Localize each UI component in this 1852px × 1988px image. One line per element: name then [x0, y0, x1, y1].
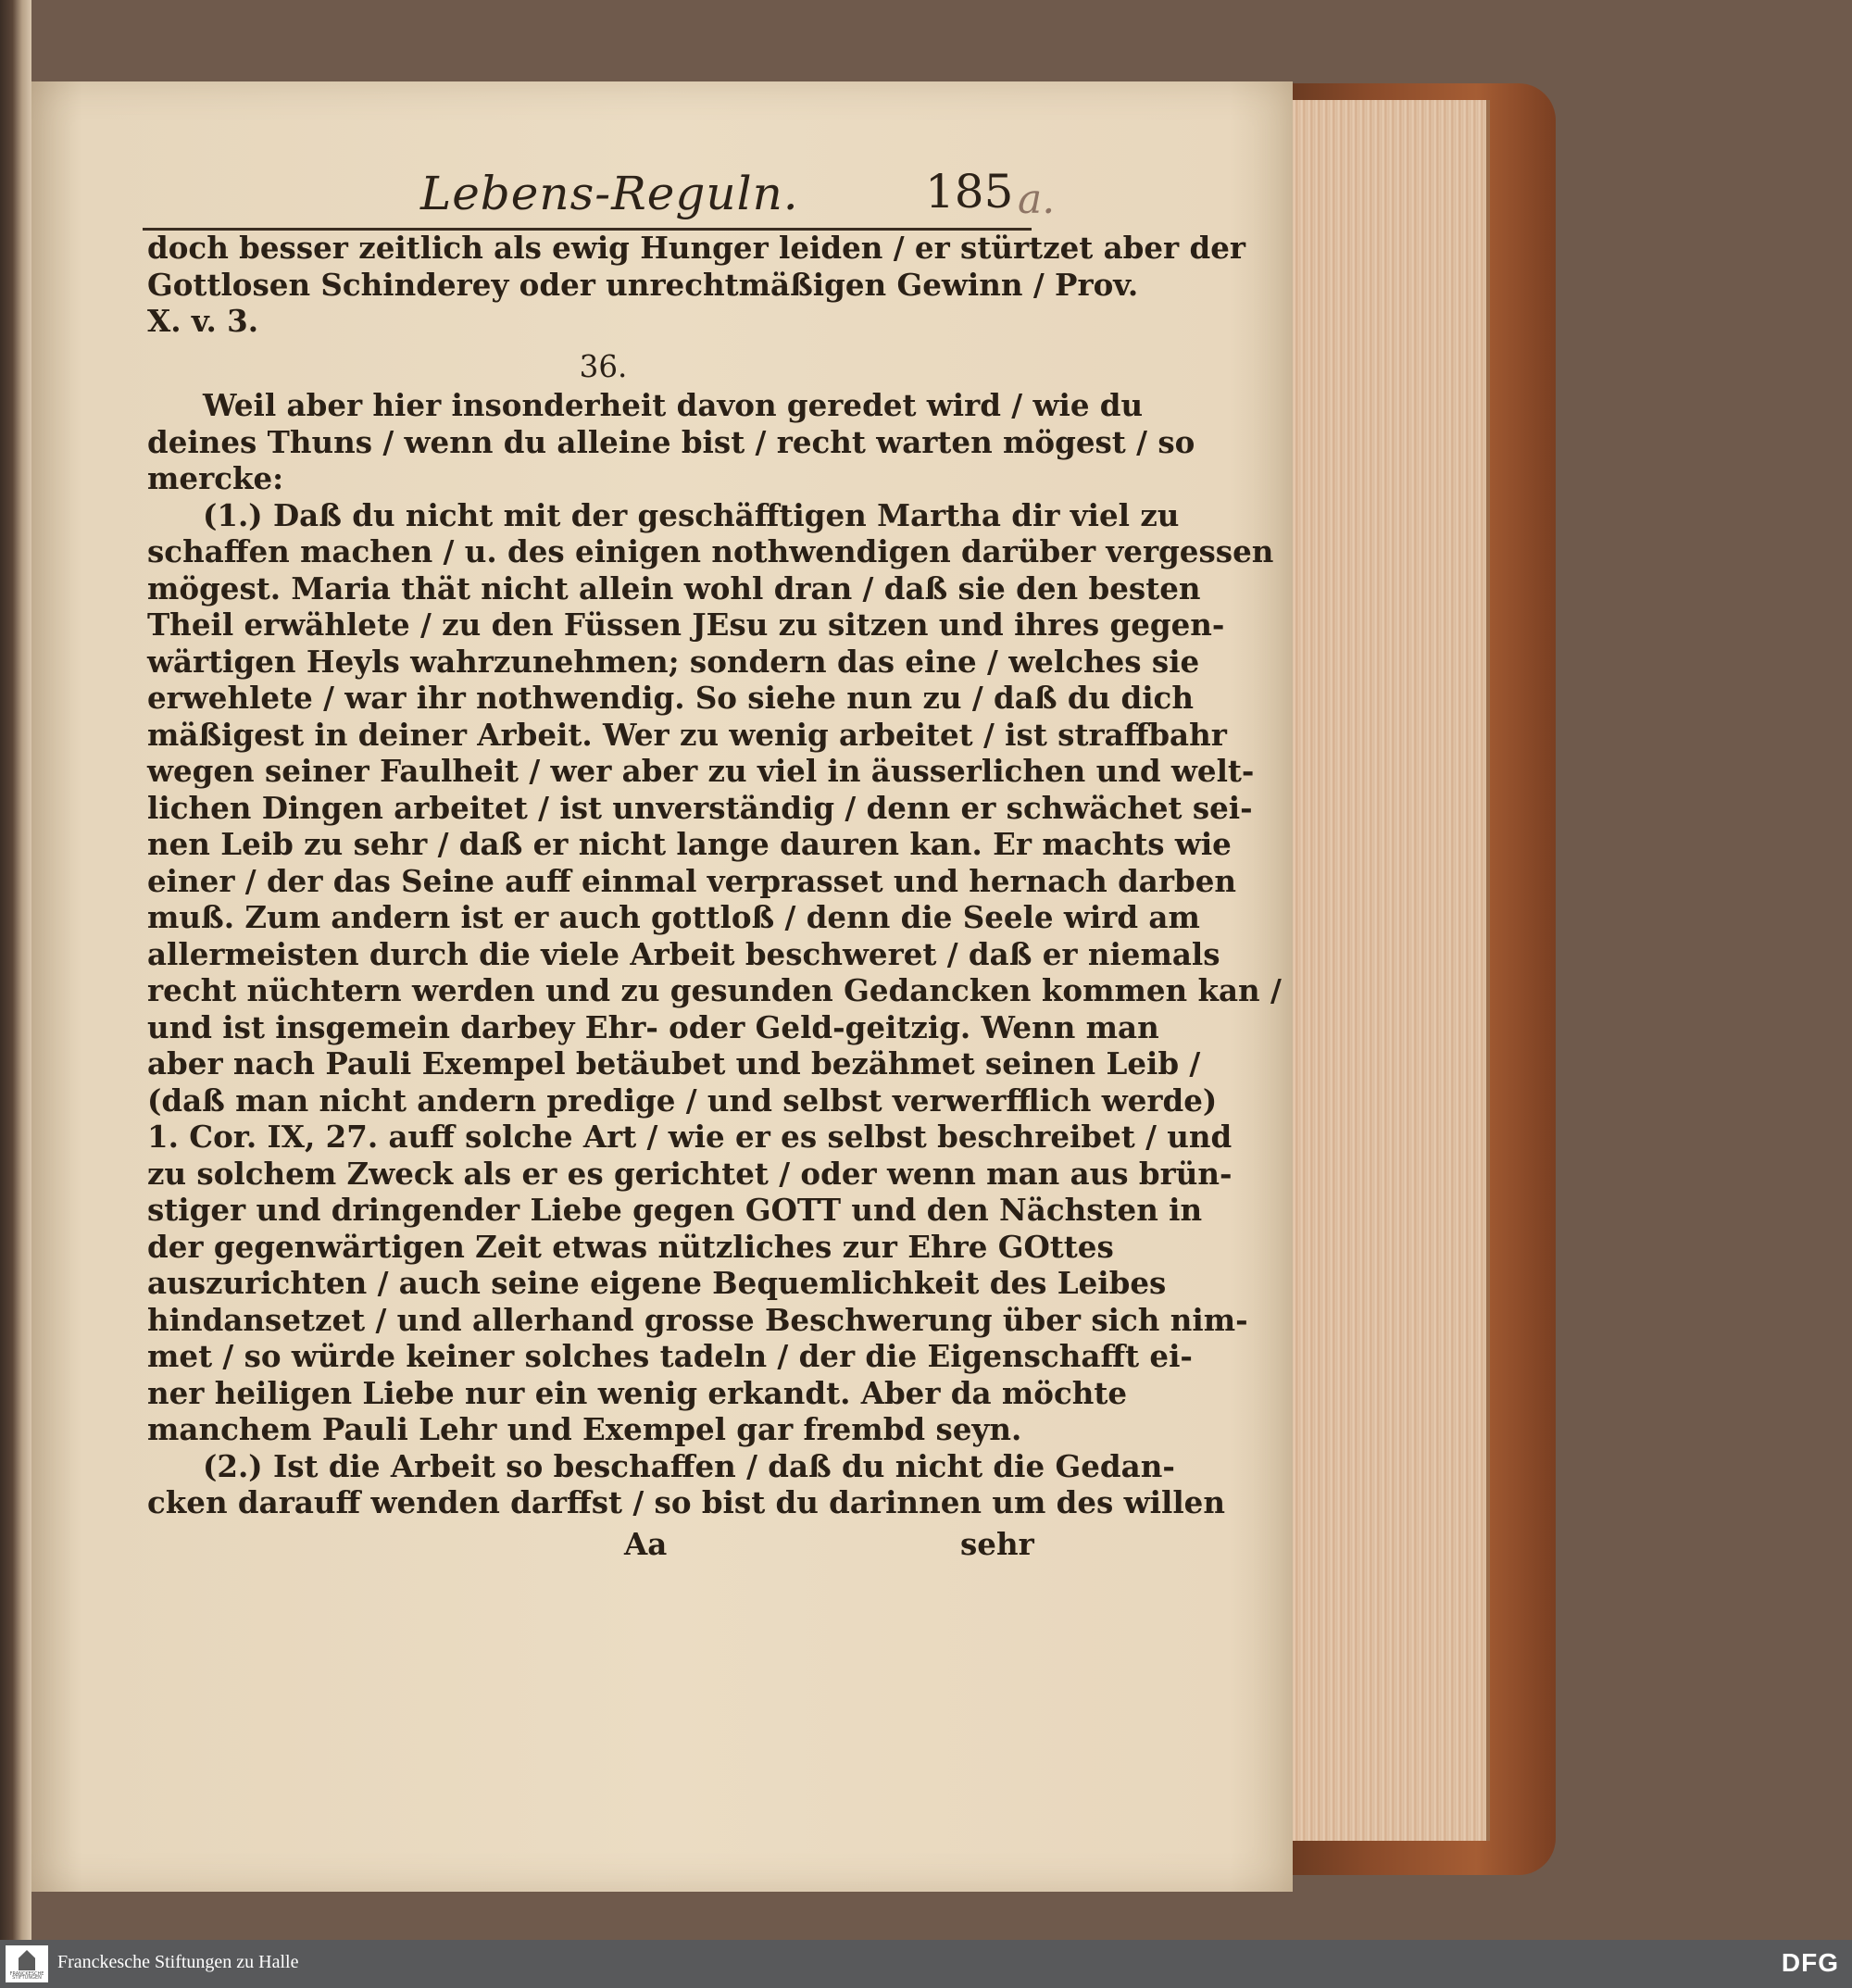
page-number-annotation: a.: [1018, 176, 1056, 223]
text-line: mögest. Maria thät nicht allein wohl dran / daß sie den besten: [147, 569, 1201, 606]
page-fore-edge: [1292, 100, 1490, 1841]
building-icon: [19, 1950, 35, 1970]
catchword: sehr: [960, 1526, 1034, 1562]
text-line: hindansetzet / und allerhand grosse Beschwerung über sich nim-: [147, 1301, 1248, 1338]
book-page: [31, 81, 1293, 1892]
body-text: [147, 230, 1282, 1521]
text-line: aber nach Pauli Exempel betäubet und bezähmet seinen Leib /: [147, 1045, 1201, 1082]
text-line: wärtigen Heyls wahrzunehmen; sondern das eine / welches sie: [147, 643, 1200, 680]
text-line: Theil erwählete / zu den Füssen JEsu zu sitzen und ihres gegen-: [147, 606, 1225, 643]
text-line: (daß man nicht andern predige / und selbst verwerfflich werde): [147, 1082, 1218, 1119]
catchword-line: [147, 1526, 1059, 1563]
adjacent-page-edge: [0, 0, 31, 1940]
text-line: muß. Zum andern ist er auch gottloß / denn die Seele wird am: [147, 899, 1200, 935]
text-line: mäßigest in deiner Arbeit. Wer zu wenig arbeitet / ist straffbahr: [147, 716, 1227, 753]
text-line: 1. Cor. IX, 27. auff solche Art / wie er es selbst beschreibet / und: [147, 1119, 1233, 1155]
page-number: 185: [925, 165, 1014, 219]
running-head: Lebens-Reguln.: [420, 167, 799, 220]
text-line: der gegenwärtigen Zeit etwas nützliches zur Ehre GOttes: [147, 1228, 1114, 1265]
text-line: X. v. 3.: [147, 303, 259, 339]
text-line: erwehlete / war ihr nothwendig. So siehe nun zu / daß du dich: [147, 680, 1194, 716]
text-line: wegen seiner Faulheit / wer aber zu viel in äusserlichen und welt-: [147, 753, 1255, 789]
logo-text: FRANCKESCHE STIFTUNGEN: [9, 1971, 44, 1981]
text-line: mercke:: [147, 460, 284, 496]
text-line: stiger und dringender Liebe gegen GOTT und den Nächsten in: [147, 1192, 1203, 1228]
text-line: cken darauff wenden darffst / so bist du darinnen um des willen: [147, 1484, 1225, 1520]
text-line: met / so würde keiner solches tadeln / der die Eigenschafft ei-: [147, 1338, 1193, 1374]
text-line: recht nüchtern werden und zu gesunden Gedancken kommen kan /: [147, 972, 1282, 1008]
text-line: allermeisten durch die viele Arbeit beschweret / daß er niemals: [147, 935, 1220, 972]
text-line: und ist insgemein darbey Ehr- oder Geld-geitzig. Wenn man: [147, 1008, 1159, 1045]
footer-bar: [0, 1940, 1852, 1988]
text-line: nen Leib zu sehr / daß er nicht lange dauren kan. Er machts wie: [147, 826, 1232, 862]
text-line: (2.) Ist die Arbeit so beschaffen / daß du nicht die Gedan-: [203, 1447, 1175, 1484]
text-line: zu solchem Zweck als er es gerichtet / oder wenn man aus brün-: [147, 1155, 1233, 1192]
section-number: 36.: [579, 348, 628, 384]
text-line: lichen Dingen arbeitet / ist unverständig / denn er schwächet sei-: [147, 789, 1253, 826]
dfg-logo[interactable]: DFG: [1781, 1948, 1839, 1977]
text-line: Gottlosen Schinderey oder unrechtmäßigen Gewinn / Prov.: [147, 266, 1139, 303]
signature-mark: Aa: [624, 1526, 668, 1562]
institution-name[interactable]: Franckesche Stiftungen zu Halle: [57, 1952, 299, 1972]
text-line: manchem Pauli Lehr und Exempel gar frembd seyn.: [147, 1411, 1022, 1447]
text-line: doch besser zeitlich als ewig Hunger leiden / er stürtzet aber der: [147, 230, 1245, 266]
text-line: (1.) Daß du nicht mit der geschäfftigen Martha dir viel zu: [203, 496, 1180, 533]
institution-logo[interactable]: [6, 1945, 48, 1982]
text-line: auszurichten / auch seine eigene Bequemlichkeit des Leibes: [147, 1265, 1167, 1301]
text-line: ner heiligen Liebe nur ein wenig erkandt. Aber da möchte: [147, 1374, 1128, 1411]
text-line: Weil aber hier insonderheit davon geredet wird / wie du: [203, 387, 1144, 423]
text-line: schaffen machen / u. des einigen nothwendigen darüber vergessen: [147, 533, 1274, 569]
text-line: einer / der das Seine auff einmal verprasset und hernach darben: [147, 862, 1237, 899]
text-line: deines Thuns / wenn du alleine bist / recht warten mögest / so: [147, 423, 1195, 460]
